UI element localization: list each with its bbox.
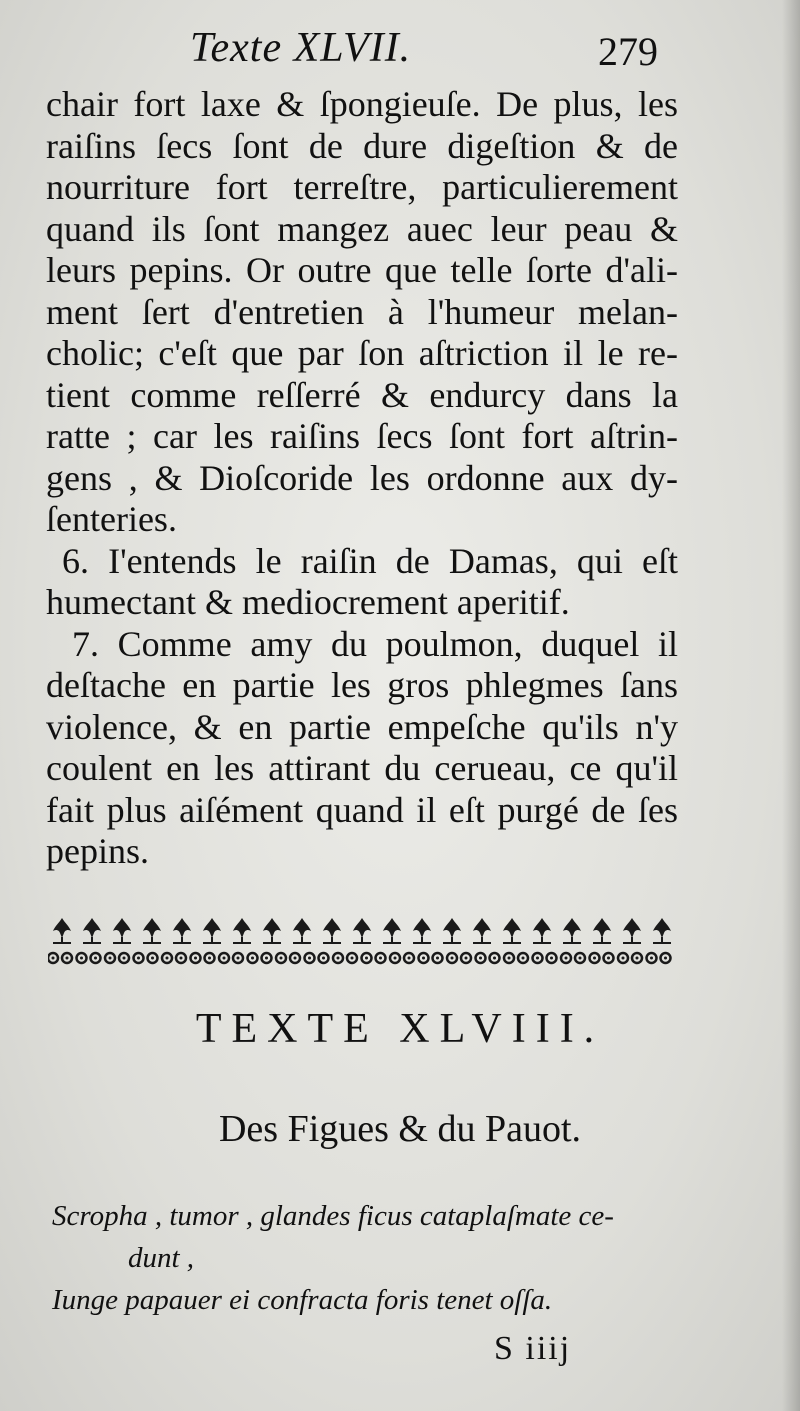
page-edge-shadow: [782, 0, 800, 1411]
fleuron-ornament: [503, 918, 521, 943]
fleuron-ornament: [533, 918, 551, 943]
section-title: TEXTE XLVIII.: [195, 1006, 605, 1052]
scroll-ornament: [618, 953, 642, 963]
scroll-ornament: [134, 953, 158, 963]
scroll-ornament: [219, 953, 243, 963]
fleuron-ornament: [563, 918, 581, 943]
scroll-ornament: [504, 953, 528, 963]
scroll-ornament: [276, 953, 300, 963]
signature-mark: S iiij: [494, 1330, 572, 1367]
scroll-ornament: [305, 953, 329, 963]
running-head: Texte XLVII.: [190, 25, 412, 71]
text-line: violence, & en partie empeſche qu'ils n'y: [46, 706, 678, 747]
decorative-ornament-band: [48, 912, 676, 972]
scroll-ornament: [647, 953, 671, 963]
latin-verse: [52, 1195, 692, 1321]
text-line: humectant & mediocrement aperitif.: [46, 582, 570, 622]
scroll-ornament: [590, 953, 614, 963]
text-line: fait plus aiſément quand il eſt purgé de ſes: [46, 789, 678, 830]
scroll-ornament: [533, 953, 557, 963]
text-line: leurs pepins. Or outre que telle ſorte d'ali-: [46, 250, 678, 290]
page-number: 279: [598, 29, 658, 74]
fleuron-ornament: [323, 918, 341, 943]
fleuron-ornament: [383, 918, 401, 943]
scroll-ornament: [419, 953, 443, 963]
fleuron-ornament: [233, 918, 251, 943]
text-line: pepins.: [46, 831, 149, 871]
text-line: deſtache en partie les gros phlegmes ſans: [46, 665, 678, 705]
fleuron-ornament: [263, 918, 281, 943]
scroll-ornament: [561, 953, 585, 963]
scroll-ornament: [48, 953, 72, 963]
text-line: ment ſert d'entretien à l'humeur melan-: [46, 291, 678, 332]
fleuron-ornament: [173, 918, 191, 943]
fleuron-ornament: [293, 918, 311, 943]
verse-line: Iunge papauer ei confracta foris tenet oſſa.: [52, 1284, 553, 1316]
fleuron-ornament: [623, 918, 641, 943]
page-header: [0, 22, 800, 82]
fleuron-ornament: [443, 918, 461, 943]
text-line: gens , & Dioſcoride les ordonne aux dy-: [46, 457, 678, 498]
scroll-ornament: [248, 953, 272, 963]
text-line: chair fort laxe & ſpongieuſe. De plus, les: [46, 84, 678, 124]
scroll-ornament: [77, 953, 101, 963]
text-line: raiſins ſecs ſont de dure digeſtion & de: [46, 125, 678, 166]
text-line: ratte ; car les raiſins ſecs ſont fort aſtrin-: [46, 416, 678, 456]
fleuron-ornament: [353, 918, 371, 943]
scroll-ornament: [191, 953, 215, 963]
scroll-ornament: [447, 953, 471, 963]
scroll-ornament: [105, 953, 129, 963]
text-line: 6. I'entends le raiſin de Damas, qui eſt: [62, 540, 678, 581]
fleuron-ornament: [653, 918, 671, 943]
fleuron-ornament: [203, 918, 221, 943]
scroll-ornament: [476, 953, 500, 963]
text-line: cholic; c'eſt que par ſon aſtriction il le re-: [46, 333, 678, 373]
fleuron-ornament: [413, 918, 431, 943]
fleuron-ornament: [83, 918, 101, 943]
text-line: coulent en les attirant du cerueau, ce qu'il: [46, 748, 678, 788]
text-line: ſenteries.: [46, 499, 177, 539]
fleuron-ornament: [143, 918, 161, 943]
fleuron-ornament: [53, 918, 71, 943]
section-subtitle: Des Figues & du Pauot.: [218, 1108, 582, 1150]
fleuron-ornament: [113, 918, 131, 943]
scroll-ornament: [162, 953, 186, 963]
body-text: [46, 84, 678, 873]
text-line: 7. Comme amy du poulmon, duquel il: [72, 623, 678, 664]
verse-line: Scropha , tumor , glandes ficus cataplaſmate ce-: [52, 1200, 614, 1232]
text-line: quand ils ſont mangez auec leur peau &: [46, 208, 678, 249]
scroll-ornament: [390, 953, 414, 963]
text-line: tient comme reſſerré & endurcy dans la: [46, 374, 678, 415]
verse-line-continuation: dunt ,: [128, 1242, 195, 1274]
text-line: nourriture fort terreſtre, particulierement: [46, 167, 678, 207]
scroll-ornament: [362, 953, 386, 963]
fleuron-ornament: [593, 918, 611, 943]
scroll-ornament: [333, 953, 357, 963]
fleuron-ornament: [473, 918, 491, 943]
